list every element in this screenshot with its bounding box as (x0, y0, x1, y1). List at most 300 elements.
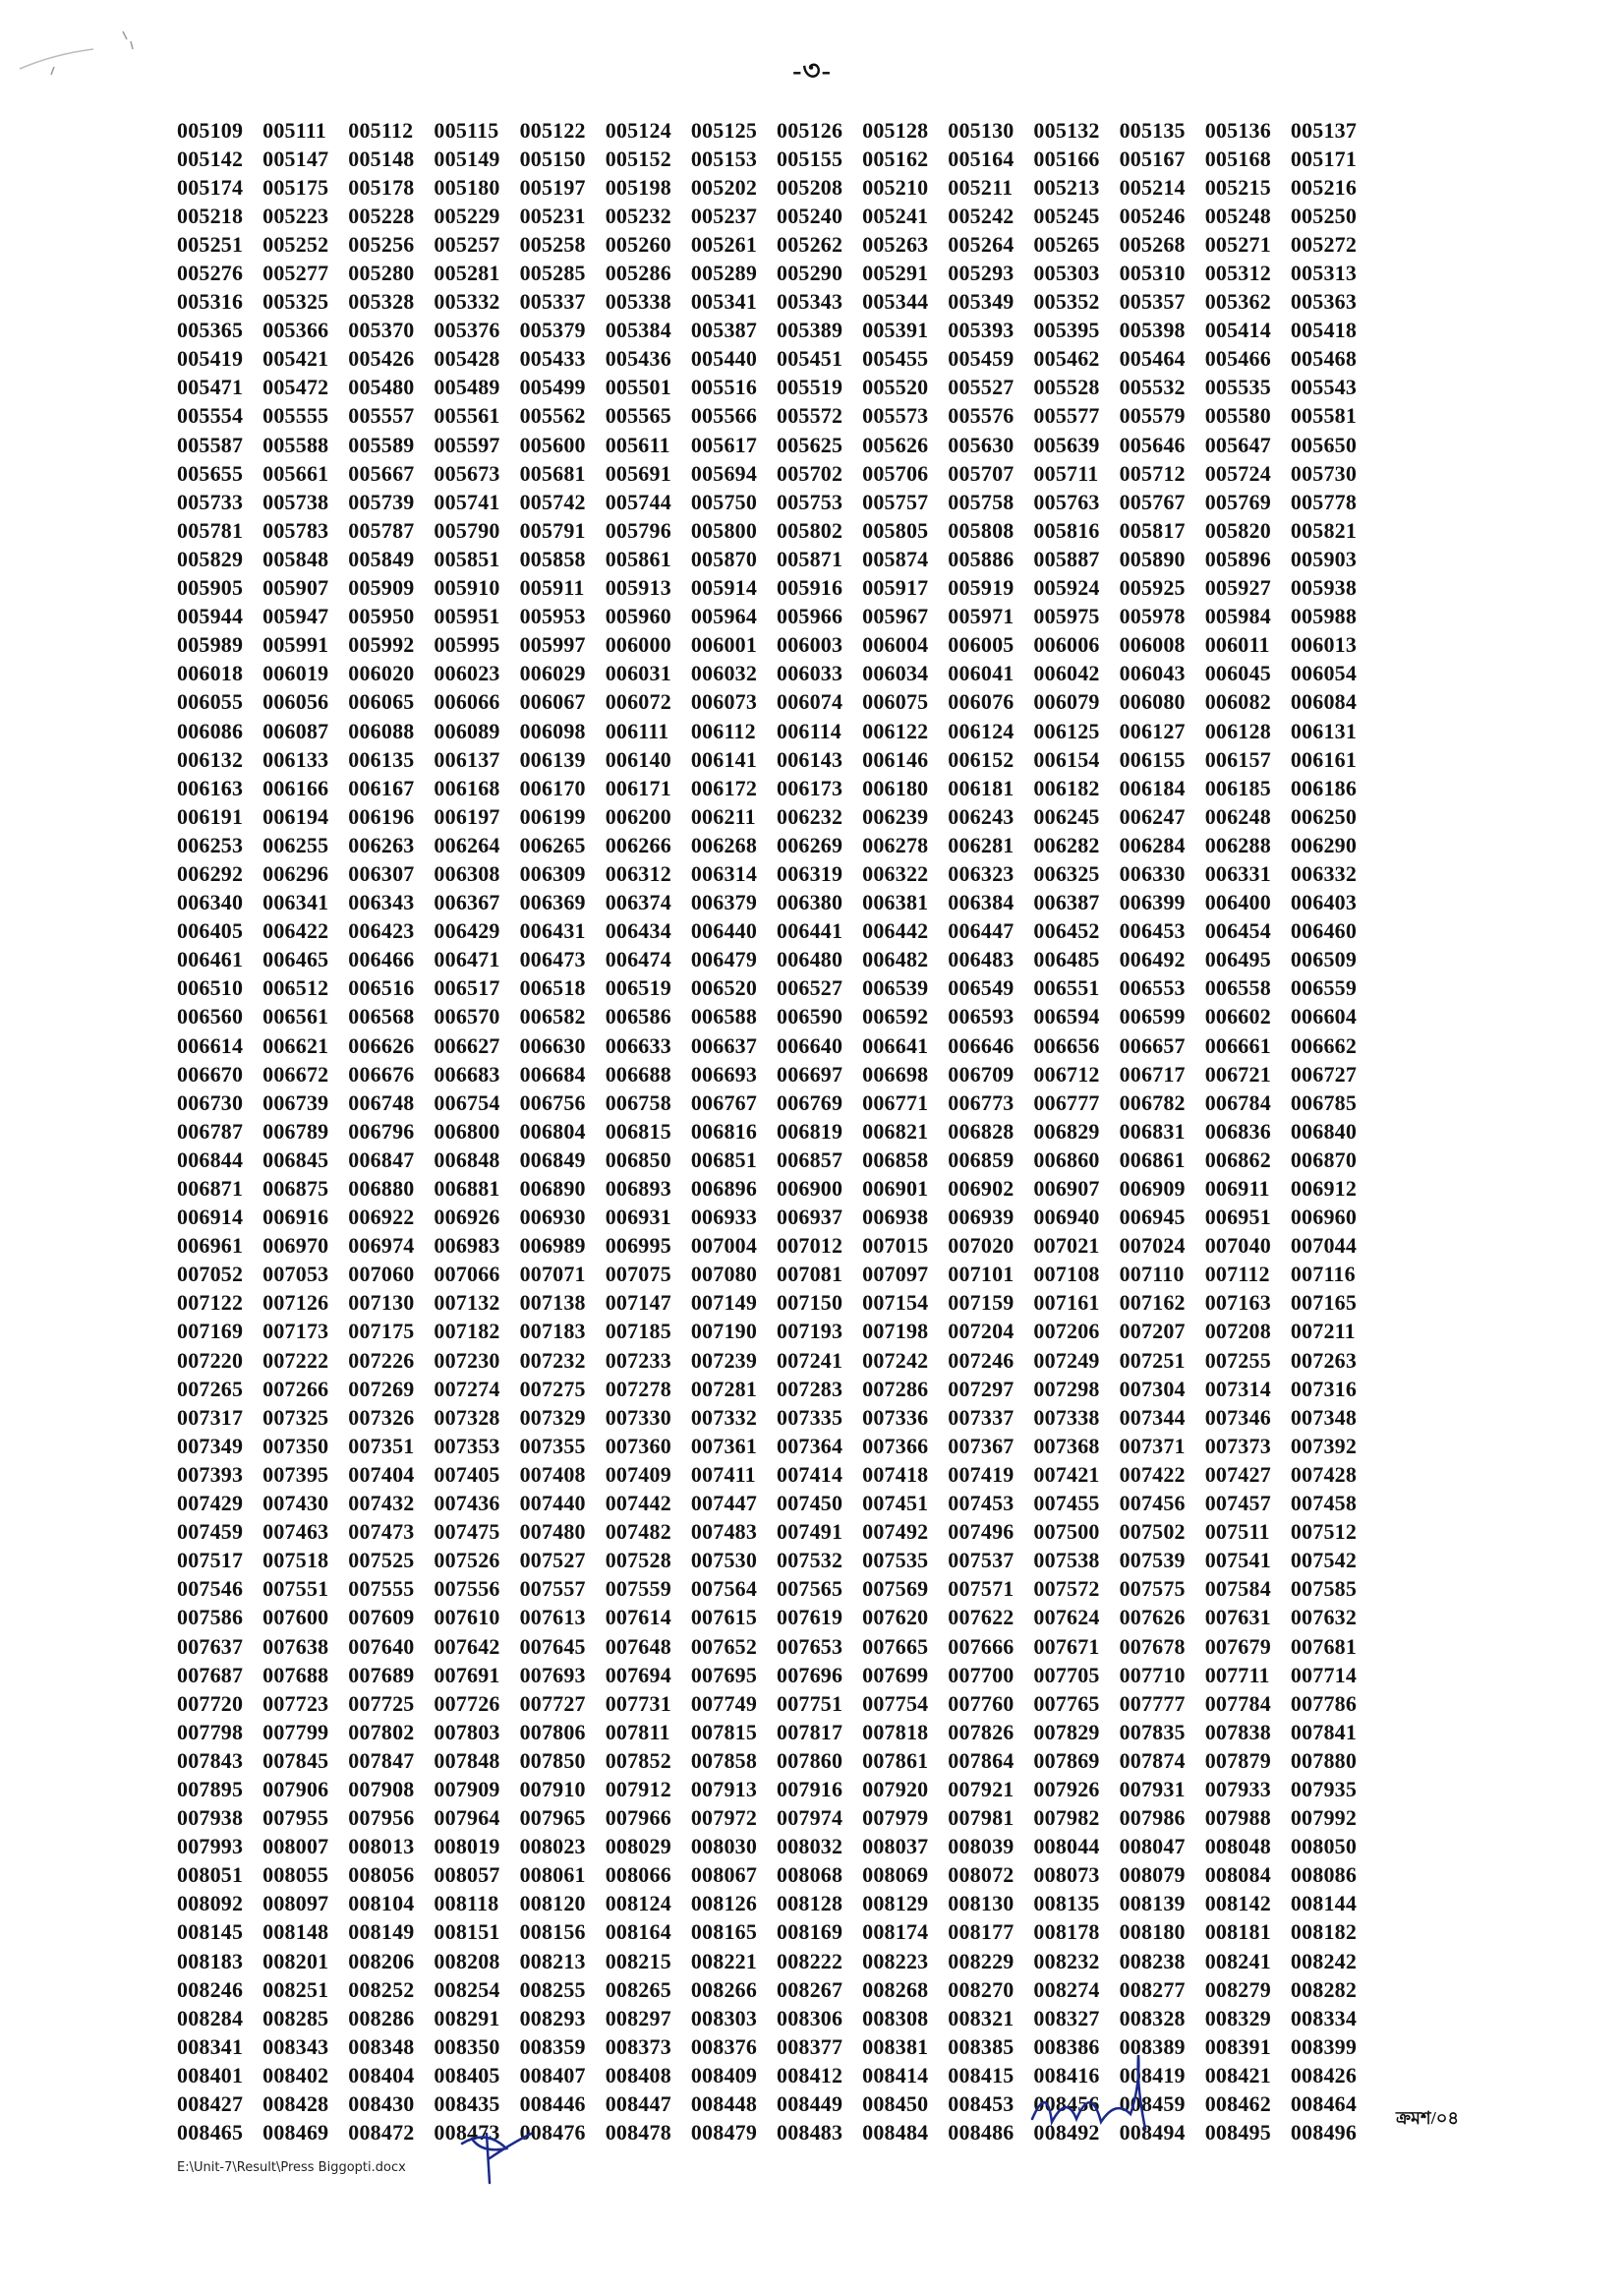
roll-number: 005325 (262, 289, 329, 315)
roll-number: 005886 (948, 546, 1015, 571)
roll-number: 007988 (1204, 1805, 1271, 1831)
roll-number: 008206 (348, 1948, 415, 1973)
roll-number: 006510 (177, 975, 244, 1001)
roll-number: 005363 (1290, 289, 1358, 315)
roll-number: 008270 (948, 1976, 1015, 2002)
roll-number: 005555 (262, 403, 329, 429)
roll-number: 007931 (1119, 1776, 1186, 1801)
roll-row (177, 1204, 1376, 1232)
roll-number: 007281 (690, 1376, 758, 1401)
roll-number: 005362 (1204, 289, 1271, 315)
roll-number: 006173 (777, 775, 843, 800)
roll-number: 005214 (1119, 174, 1186, 200)
roll-number: 005753 (777, 489, 843, 514)
roll-number: 006343 (348, 890, 415, 915)
roll-number: 005216 (1290, 174, 1358, 200)
roll-number: 005153 (690, 146, 758, 171)
roll-number: 006460 (1290, 918, 1358, 944)
roll-number: 006951 (1204, 1205, 1271, 1230)
roll-number: 008181 (1204, 1919, 1271, 1945)
roll-number: 006769 (777, 1089, 843, 1115)
roll-number: 005916 (777, 575, 843, 601)
roll-number: 006381 (862, 890, 929, 915)
roll-number: 007436 (434, 1491, 500, 1516)
roll-number: 006074 (777, 689, 843, 715)
roll-number: 005252 (262, 231, 329, 257)
roll-number: 008476 (519, 2120, 586, 2146)
roll-number: 006080 (1119, 689, 1186, 715)
roll-number: 008412 (777, 2062, 843, 2088)
roll-number: 006284 (1119, 832, 1186, 857)
roll-number: 007726 (434, 1690, 500, 1716)
roll-number: 007874 (1119, 1747, 1186, 1773)
roll-number: 007955 (262, 1805, 329, 1831)
roll-number: 007066 (434, 1262, 500, 1287)
roll-number: 006000 (605, 632, 671, 658)
roll-row (177, 1775, 1376, 1803)
roll-number: 008183 (177, 1948, 244, 1973)
roll-number: 008238 (1119, 1948, 1186, 1973)
roll-number: 008156 (519, 1919, 586, 1945)
roll-number: 007653 (777, 1633, 843, 1659)
roll-number: 007555 (348, 1576, 415, 1602)
roll-number: 007679 (1204, 1633, 1271, 1659)
roll-number: 006008 (1119, 632, 1186, 658)
roll-number: 005343 (777, 289, 843, 315)
roll-number: 006688 (605, 1061, 671, 1087)
roll-number: 006553 (1119, 975, 1186, 1001)
roll-number: 005997 (519, 632, 586, 658)
roll-number: 007848 (434, 1747, 500, 1773)
roll-number: 005272 (1290, 231, 1358, 257)
roll-number: 008255 (519, 1976, 586, 2002)
roll-number: 007286 (862, 1376, 929, 1401)
roll-number: 006290 (1290, 832, 1358, 857)
roll-number: 007910 (519, 1776, 586, 1801)
roll-number: 008007 (262, 1834, 329, 1859)
roll-number: 005147 (262, 146, 329, 171)
roll-row (177, 116, 1376, 145)
roll-number: 006637 (690, 1032, 758, 1058)
roll-number: 005109 (177, 117, 244, 143)
roll-number: 005650 (1290, 432, 1358, 457)
roll-number: 007913 (690, 1776, 758, 1801)
roll-number: 006185 (1204, 775, 1271, 800)
roll-number: 006684 (519, 1061, 586, 1087)
roll-number: 006551 (1033, 975, 1100, 1001)
page-number: -৩- (792, 56, 832, 87)
roll-number: 005370 (348, 318, 415, 343)
roll-number: 007080 (690, 1262, 758, 1287)
roll-number: 008178 (1033, 1919, 1100, 1945)
roll-number: 005667 (348, 460, 415, 486)
roll-number: 008279 (1204, 1976, 1271, 2002)
roll-number: 005126 (777, 117, 843, 143)
roll-number: 007241 (777, 1347, 843, 1373)
roll-number: 007615 (690, 1605, 758, 1630)
roll-number: 005262 (777, 231, 843, 257)
roll-number: 007926 (1033, 1776, 1100, 1801)
roll-number: 005280 (348, 261, 415, 286)
roll-number: 007325 (262, 1404, 329, 1430)
roll-number: 007208 (1204, 1319, 1271, 1344)
roll-number: 007754 (862, 1690, 929, 1716)
roll-number: 005767 (1119, 489, 1186, 514)
roll-number: 006087 (262, 718, 329, 743)
roll-number: 007993 (177, 1834, 244, 1859)
roll-number: 005554 (177, 403, 244, 429)
roll-number: 007638 (262, 1633, 329, 1659)
roll-number: 006248 (1204, 803, 1271, 829)
roll-number: 007640 (348, 1633, 415, 1659)
roll-number: 008381 (862, 2033, 929, 2059)
roll-number: 007335 (777, 1404, 843, 1430)
roll-number: 006594 (1033, 1004, 1100, 1029)
roll-number: 008416 (1033, 2062, 1100, 2088)
roll-number: 008061 (519, 1862, 586, 1888)
roll-row (177, 202, 1376, 230)
roll-number: 008334 (1290, 2005, 1358, 2030)
roll-number: 005911 (519, 575, 585, 601)
roll-number: 006860 (1033, 1147, 1100, 1172)
roll-number: 006196 (348, 803, 415, 829)
roll-number: 007169 (177, 1319, 244, 1344)
roll-number: 005132 (1033, 117, 1100, 143)
roll-number: 007622 (948, 1605, 1015, 1630)
roll-number: 006141 (690, 746, 758, 772)
roll-number: 006517 (434, 975, 500, 1001)
roll-number: 007551 (262, 1576, 329, 1602)
roll-number: 006907 (1033, 1176, 1100, 1202)
roll-number: 006831 (1119, 1118, 1186, 1144)
roll-number: 007408 (519, 1461, 586, 1487)
roll-number: 005858 (519, 546, 586, 571)
roll-number: 005820 (1204, 517, 1271, 543)
roll-number: 007777 (1119, 1690, 1186, 1716)
roll-number: 006909 (1119, 1176, 1186, 1202)
roll-number: 006698 (862, 1061, 929, 1087)
roll-number: 006785 (1290, 1089, 1358, 1115)
roll-number: 005451 (777, 346, 843, 372)
roll-number: 006777 (1033, 1089, 1100, 1115)
roll-number: 008486 (948, 2120, 1015, 2146)
roll-row (177, 2119, 1376, 2147)
roll-number: 007799 (262, 1719, 329, 1744)
roll-number: 008286 (348, 2005, 415, 2030)
roll-number: 006721 (1204, 1061, 1271, 1087)
roll-number: 005208 (777, 174, 843, 200)
roll-number: 005310 (1119, 261, 1186, 286)
roll-number: 006441 (777, 918, 843, 944)
roll-number: 007749 (690, 1690, 758, 1716)
roll-number: 006931 (605, 1205, 671, 1230)
roll-number: 008229 (948, 1948, 1015, 1973)
roll-number: 006922 (348, 1205, 415, 1230)
roll-row (177, 345, 1376, 374)
roll-number: 006568 (348, 1004, 415, 1029)
roll-number: 006292 (177, 860, 244, 886)
roll-number: 006912 (1290, 1176, 1358, 1202)
roll-number: 006031 (605, 661, 671, 686)
roll-number: 008267 (777, 1976, 843, 2002)
roll-number: 006983 (434, 1233, 500, 1259)
roll-number: 006871 (177, 1176, 244, 1202)
roll-number: 008135 (1033, 1891, 1100, 1916)
roll-number: 007350 (262, 1433, 329, 1458)
roll-number: 005148 (348, 146, 415, 171)
roll-number: 006858 (862, 1147, 929, 1172)
roll-number: 007835 (1119, 1719, 1186, 1744)
roll-number: 007355 (519, 1433, 586, 1458)
roll-number: 006082 (1204, 689, 1271, 715)
roll-number: 005241 (862, 203, 929, 228)
roll-number: 006023 (434, 661, 500, 686)
roll-number: 006154 (1033, 746, 1100, 772)
roll-number: 007463 (262, 1519, 329, 1545)
roll-number: 006670 (177, 1061, 244, 1087)
roll-number: 005499 (519, 375, 586, 400)
roll-number: 006184 (1119, 775, 1186, 800)
roll-number: 008254 (434, 1976, 500, 2002)
roll-number: 007751 (777, 1690, 843, 1716)
roll-number: 007211 (1290, 1319, 1356, 1344)
roll-number: 006307 (348, 860, 415, 886)
roll-number: 007965 (519, 1805, 586, 1831)
roll-number: 007429 (177, 1491, 244, 1516)
roll-number: 007979 (862, 1805, 929, 1831)
roll-number: 006800 (434, 1118, 500, 1144)
roll-number: 007126 (262, 1290, 329, 1316)
roll-number: 008213 (519, 1948, 586, 1973)
roll-number: 006054 (1290, 661, 1358, 686)
roll-number: 006168 (434, 775, 500, 800)
roll-number: 005352 (1033, 289, 1100, 315)
roll-number: 005647 (1204, 432, 1271, 457)
roll-number: 008373 (605, 2033, 671, 2059)
roll-number: 006125 (1033, 718, 1100, 743)
roll-number: 005211 (948, 174, 1014, 200)
roll-number: 006055 (177, 689, 244, 715)
roll-number: 006621 (262, 1032, 329, 1058)
roll-number: 006186 (1290, 775, 1358, 800)
roll-number: 006180 (862, 775, 929, 800)
roll-number: 006452 (1033, 918, 1100, 944)
roll-number: 007614 (605, 1605, 671, 1630)
roll-row (177, 1117, 1376, 1146)
roll-number: 008066 (605, 1862, 671, 1888)
roll-number: 005332 (434, 289, 500, 315)
roll-number: 007263 (1290, 1347, 1358, 1373)
roll-number: 006135 (348, 746, 415, 772)
roll-number: 005910 (434, 575, 500, 601)
roll-number: 007110 (1119, 1262, 1185, 1287)
roll-number: 006479 (690, 947, 758, 972)
roll-number: 006341 (262, 890, 329, 915)
roll-number: 008459 (1119, 2091, 1186, 2117)
roll-number: 007349 (177, 1433, 244, 1458)
roll-number: 008385 (948, 2033, 1015, 2059)
roll-number: 007361 (690, 1433, 758, 1458)
roll-number: 006582 (519, 1004, 586, 1029)
roll-number: 007557 (519, 1576, 586, 1602)
roll-number: 007838 (1204, 1719, 1271, 1744)
roll-number: 006043 (1119, 661, 1186, 686)
roll-number: 007242 (862, 1347, 929, 1373)
roll-number: 005395 (1033, 318, 1100, 343)
roll-number: 006933 (690, 1205, 758, 1230)
roll-number: 007360 (605, 1433, 671, 1458)
roll-row (177, 1146, 1376, 1174)
roll-number: 007559 (605, 1576, 671, 1602)
roll-number: 008407 (519, 2062, 586, 2088)
roll-number: 007619 (777, 1605, 843, 1630)
roll-row (177, 402, 1376, 431)
roll-number: 008469 (262, 2120, 329, 2146)
roll-number: 005706 (862, 460, 929, 486)
roll-number: 008473 (434, 2120, 500, 2146)
roll-row (177, 859, 1376, 888)
roll-number: 007451 (862, 1491, 929, 1516)
roll-number: 006730 (177, 1089, 244, 1115)
roll-number: 006473 (519, 947, 586, 972)
roll-number: 006332 (1290, 860, 1358, 886)
roll-number: 007956 (348, 1805, 415, 1831)
roll-number: 006146 (862, 746, 929, 772)
roll-number: 007108 (1033, 1262, 1100, 1287)
roll-number: 007163 (1204, 1290, 1271, 1316)
roll-number: 005276 (177, 261, 244, 286)
roll-number: 008086 (1290, 1862, 1358, 1888)
roll-number: 006133 (262, 746, 329, 772)
roll-number: 005741 (434, 489, 500, 514)
roll-number: 006423 (348, 918, 415, 944)
roll-number: 006593 (948, 1004, 1015, 1029)
roll-number: 005816 (1033, 517, 1100, 543)
roll-row (177, 1547, 1376, 1575)
roll-number: 006845 (262, 1147, 329, 1172)
roll-number: 007097 (862, 1262, 929, 1287)
roll-number: 006405 (177, 918, 244, 944)
roll-number: 005436 (605, 346, 671, 372)
roll-number: 006560 (177, 1004, 244, 1029)
roll-number: 006369 (519, 890, 586, 915)
roll-number: 008409 (690, 2062, 758, 2088)
roll-number: 007695 (690, 1662, 758, 1687)
roll-number: 008032 (777, 1834, 843, 1859)
roll-number: 006539 (862, 975, 929, 1001)
roll-number: 006322 (862, 860, 929, 886)
roll-number: 008285 (262, 2005, 329, 2030)
roll-number: 007541 (1204, 1548, 1271, 1573)
roll-number: 007705 (1033, 1662, 1100, 1687)
roll-number: 005313 (1290, 261, 1358, 286)
roll-number: 006900 (777, 1176, 843, 1202)
roll-number: 005707 (948, 460, 1015, 486)
roll-number: 006384 (948, 890, 1015, 915)
roll-number: 007351 (348, 1433, 415, 1458)
roll-number: 007818 (862, 1719, 929, 1744)
roll-number: 008297 (605, 2005, 671, 2030)
roll-number: 005600 (519, 432, 586, 457)
roll-number: 005231 (519, 203, 586, 228)
roll-row (177, 1918, 1376, 1947)
roll-number: 006916 (262, 1205, 329, 1230)
roll-row (177, 1289, 1376, 1318)
roll-number: 005389 (777, 318, 843, 343)
roll-number: 007571 (948, 1576, 1015, 1602)
roll-number: 007564 (690, 1576, 758, 1602)
roll-number: 005543 (1290, 375, 1358, 400)
roll-number: 008120 (519, 1891, 586, 1916)
roll-number: 007864 (948, 1747, 1015, 1773)
roll-number: 006519 (605, 975, 671, 1001)
roll-number: 006890 (519, 1176, 586, 1202)
roll-number: 008341 (177, 2033, 244, 2059)
roll-number: 008421 (1204, 2062, 1271, 2088)
roll-row (177, 917, 1376, 946)
roll-number: 005137 (1290, 117, 1358, 143)
roll-number: 006453 (1119, 918, 1186, 944)
roll-number: 006657 (1119, 1032, 1186, 1058)
roll-number: 006930 (519, 1205, 586, 1230)
roll-number: 005919 (948, 575, 1015, 601)
roll-number: 006672 (262, 1061, 329, 1087)
roll-number: 007935 (1290, 1776, 1358, 1801)
roll-number: 008408 (605, 2062, 671, 2088)
roll-number: 008069 (862, 1862, 929, 1888)
roll-row (177, 1232, 1376, 1261)
roll-number: 005271 (1204, 231, 1271, 257)
roll-number: 006937 (777, 1205, 843, 1230)
roll-number: 007075 (605, 1262, 671, 1287)
roll-number: 008149 (348, 1919, 415, 1945)
roll-number: 007631 (1204, 1605, 1271, 1630)
roll-number: 007986 (1119, 1805, 1186, 1831)
roll-number: 007421 (1033, 1461, 1100, 1487)
roll-number: 007537 (948, 1548, 1015, 1573)
roll-number: 006247 (1119, 803, 1186, 829)
roll-number: 008329 (1204, 2005, 1271, 2030)
roll-number: 006422 (262, 918, 329, 944)
roll-number: 007316 (1290, 1376, 1358, 1401)
roll-number: 006767 (690, 1089, 758, 1115)
roll-number: 007304 (1119, 1376, 1186, 1401)
roll-number: 008464 (1290, 2091, 1358, 2117)
roll-number: 008447 (605, 2091, 671, 2117)
roll-number: 006340 (177, 890, 244, 915)
roll-number: 008446 (519, 2091, 586, 2117)
roll-number: 005769 (1204, 489, 1271, 514)
roll-number: 005565 (605, 403, 671, 429)
roll-number: 007458 (1290, 1491, 1358, 1516)
roll-number: 006265 (519, 832, 586, 857)
roll-number: 007906 (262, 1776, 329, 1801)
roll-number: 007688 (262, 1662, 329, 1687)
roll-number: 005588 (262, 432, 329, 457)
roll-number: 007162 (1119, 1290, 1186, 1316)
roll-number: 005905 (177, 575, 244, 601)
roll-row (177, 1261, 1376, 1289)
signature-right (1022, 2045, 1189, 2153)
roll-number: 007368 (1033, 1433, 1100, 1458)
roll-number: 006167 (348, 775, 415, 800)
roll-number: 006331 (1204, 860, 1271, 886)
roll-number: 007455 (1033, 1491, 1100, 1516)
roll-number: 007198 (862, 1319, 929, 1344)
roll-number: 007806 (519, 1719, 586, 1744)
roll-number: 005913 (605, 575, 671, 601)
roll-number: 006172 (690, 775, 758, 800)
